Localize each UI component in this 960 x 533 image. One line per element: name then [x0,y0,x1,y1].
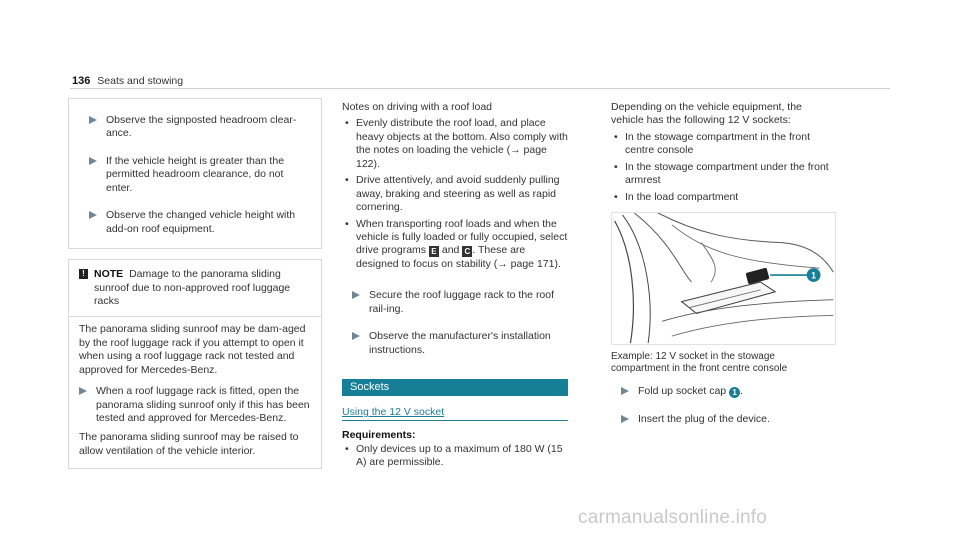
subsection-title: Using the 12 V socket [342,406,445,418]
watermark: carmanualsonline.info [578,507,768,528]
step-text: When a roof luggage rack is fitted, open the panorama sliding sunroof only if this has been tested and approved for Mercedes-Benz. [96,385,310,424]
note-paragraph: The panorama sliding sunroof may be dam-aged by the roof luggage rack if you attempt to open it when using a roof luggage rack not tested and approved for Mercedes-Benz. [79,323,306,376]
figure-caption: Example: 12 V socket in the stowage compartment in the front centre console [611,351,788,375]
bullet-text: . These are designed to focus on stability (→ page 171). [356,244,561,270]
roof-load-intro: Notes on driving with a roof load [342,101,492,113]
bullet-text: In the stowage compartment under the front armrest [625,160,829,187]
bullet-item [342,218,568,272]
bullet-text: When transporting roof loads and when the vehicle is fully loaded or fully occupied, select drive programs [356,217,568,257]
instruction-step [79,114,311,141]
step-arrow-icon [89,157,97,165]
section-title-bar: Sockets [342,379,568,396]
note-heading-text: Damage to the panorama sliding sunroof due to non-approved roof luggage racks [94,268,291,307]
step-arrow-icon [89,116,97,124]
step-text: Observe the changed vehicle height with add-on roof equipment. [106,209,296,235]
instruction-step [79,209,311,236]
header-divider [70,88,890,89]
step-arrow-icon [352,291,360,299]
requirements-label: Requirements: [342,429,416,442]
step-text: Fold up socket cap [638,385,727,398]
step-arrow-icon [621,387,629,395]
socket-intro: Depending on the vehicle equipment, the vehicle has the following 12 V sockets: [611,101,802,127]
step-arrow-icon [621,415,629,423]
note-box [68,259,322,469]
instruction-step [79,155,311,195]
step-text: Secure the roof luggage rack to the roof rail-ing. [369,289,555,315]
figure-callout-badge: 1 [811,270,817,281]
drive-program-c-icon: C [462,246,472,257]
step-text: Insert the plug of the device. [638,412,770,425]
bullet-text: In the stowage compartment in the front centre console [625,130,811,157]
drive-program-e-icon: E [429,246,439,257]
bullet-text: and [441,244,460,257]
step-arrow-icon [89,211,97,219]
socket-illustration [611,212,836,345]
bullet-item [611,191,836,204]
page-number: 136 [72,75,91,87]
instruction-step [342,330,568,357]
instruction-box [68,98,322,249]
instruction-step [611,385,836,398]
step-text: Observe the signposted headroom clear-ance. [106,114,297,140]
instruction-step [611,413,836,426]
note-step [79,385,311,425]
step-text: Observe the manufacturer's installation instructions. [369,330,551,356]
column-right [611,101,836,440]
bullet-text: Evenly distribute the roof load, and place heavy objects at the bottom. Also comply with the notes on loading the vehicle [356,117,568,157]
note-label: NOTE [94,268,124,281]
bullet-text: Drive attentively, and avoid suddenly pulling away, braking and steering as well as rapid cornering. [356,174,560,214]
bullet-text: Only devices up to a maximum of 180 W (15 A) are permissible. [356,442,563,469]
step-arrow-icon [352,332,360,340]
column-middle [342,101,568,473]
step-text: If the vehicle height is greater than the permitted headroom clearance, do not enter. [106,154,285,194]
page-header [72,74,183,88]
note-heading [69,260,321,317]
note-paragraph: The panorama sliding sunroof may be raised to allow ventilation of the vehicle interior. [79,431,299,457]
bullet-item [611,161,836,188]
warning-icon: ! [79,269,88,279]
bullet-text: In the load compartment [625,190,739,203]
bullet-item [342,117,568,171]
bullet-item [611,131,836,158]
page-title: Seats and stowing [97,75,184,87]
requirements-item [342,443,568,470]
bullet-item [342,174,568,214]
instruction-step [342,289,568,316]
page-reference: (→ page 122). [356,144,547,170]
callout-badge: 1 [729,387,740,398]
subsection-divider [342,420,568,421]
step-text: . [740,385,743,398]
step-arrow-icon [79,387,87,395]
column-left [68,98,322,469]
